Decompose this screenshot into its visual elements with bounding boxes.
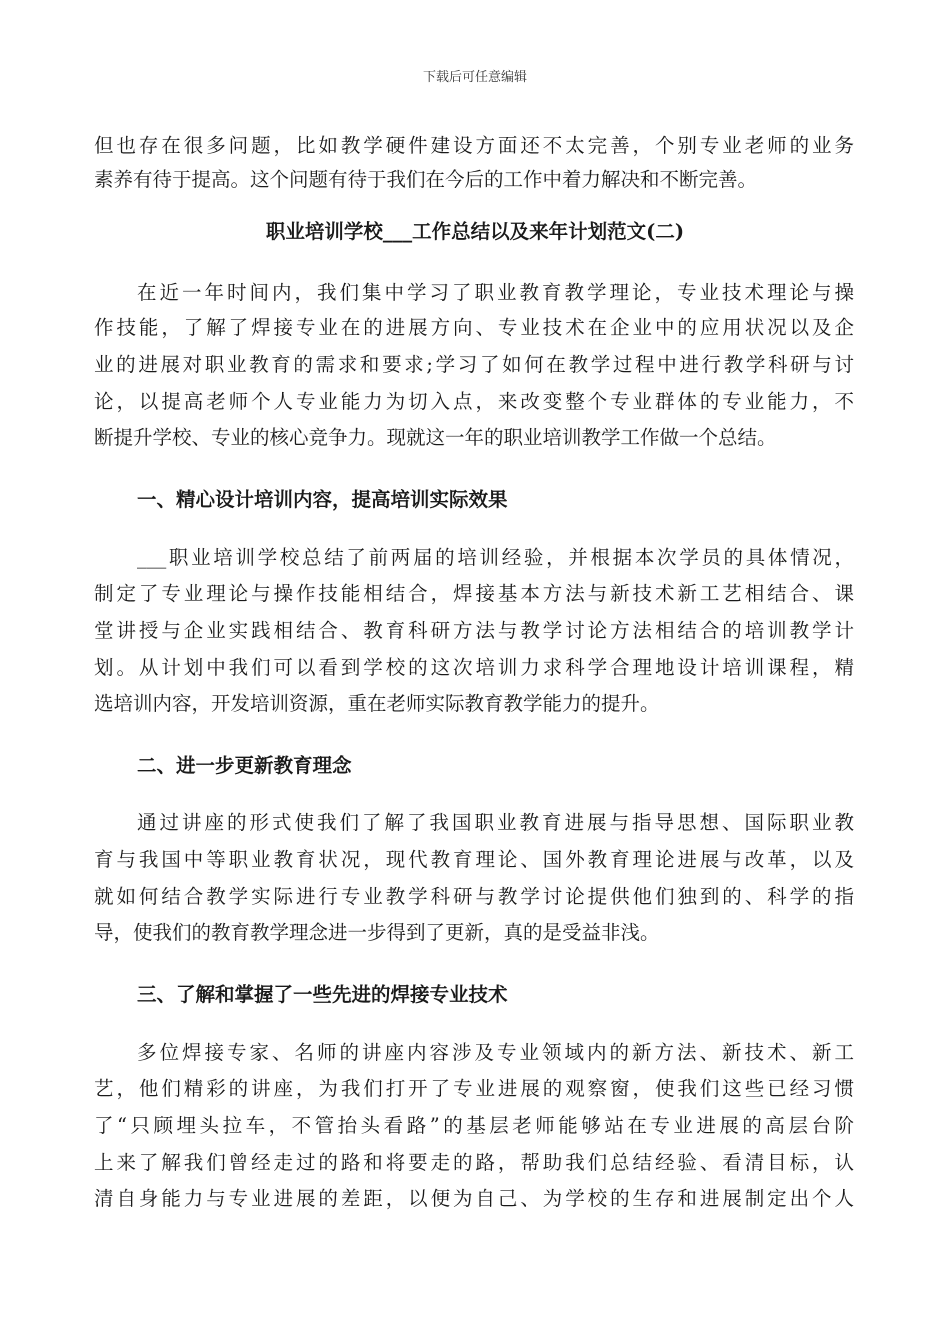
paragraph-line: 论，以提高老师个人专业能力为切入点，来改变整个专业群体的专业能力，不 — [94, 390, 854, 413]
paragraph-line: 导，使我们的教育教学理念进一步得到了更新，真的是受益非浅。 — [94, 921, 660, 944]
paragraph-line: 就如何结合教学实际进行专业教学科研与教学讨论提供他们独到的、科学的指 — [94, 885, 854, 908]
paragraph-line: 通过讲座的形式使我们了解了我国职业教育进展与指导思想、国际职业教 — [137, 811, 854, 834]
paragraph-line: ___职业培训学校总结了前两届的培训经验，并根据本次学员的具体情况， — [137, 546, 854, 569]
paragraph-line: 作技能，了解了焊接专业在的进展方向、专业技术在企业中的应用状况以及企 — [94, 316, 854, 339]
section-heading-1: 一、精心设计培训内容，提高培训实际效果 — [137, 488, 508, 511]
paragraph-line: 但也存在很多问题，比如教学硬件建设方面还不太完善，个别专业老师的业务 — [94, 134, 854, 157]
section-heading-2: 二、进一步更新教育理念 — [137, 754, 352, 777]
paragraph-line: 在近一年时间内，我们集中学习了职业教育教学理论，专业技术理论与操 — [137, 281, 854, 304]
paragraph-line: 制定了专业理论与操作技能相结合，焊接基本方法与新技术新工艺相结合、课 — [94, 582, 854, 605]
paragraph-line: 划。从计划中我们可以看到学校的这次培训力求科学合理地设计培训课程，精 — [94, 656, 854, 679]
paragraph-line: 断提升学校、专业的核心竞争力。现就这一年的职业培训教学工作做一个总结。 — [94, 426, 777, 449]
paragraph-line: 育与我国中等职业教育状况，现代教育理论、国外教育理论进展与改革，以及 — [94, 848, 854, 871]
paragraph-line: 堂讲授与企业实践相结合、教育科研方法与教学讨论方法相结合的培训教学计 — [94, 619, 854, 642]
paragraph-line: 素养有待于提高。这个问题有待于我们在今后的工作中着力解决和不断完善。 — [94, 168, 758, 191]
paragraph-line: 清自身能力与专业进展的差距，以便为自己、为学校的生存和进展制定出个人 — [94, 1187, 854, 1210]
paragraph-line: 艺，他们精彩的讲座，为我们打开了专业进展的观察窗，使我们这些已经习惯 — [94, 1077, 854, 1100]
section-heading-3: 三、了解和掌握了一些先进的焊接专业技术 — [137, 983, 508, 1006]
page-header: 下载后可任意编辑 — [422, 70, 527, 85]
document-title: 职业培训学校___工作总结以及来年计划范文(二) — [265, 220, 685, 243]
paragraph-line: 业的进展对职业教育的需求和要求;学习了如何在教学过程中进行教学科研与讨 — [94, 353, 854, 376]
paragraph-line: 上来了解我们曾经走过的路和将要走的路，帮助我们总结经验、看清目标，认 — [94, 1151, 854, 1174]
paragraph-line: 多位焊接专家、名师的讲座内容涉及专业领域内的新方法、新技术、新工 — [137, 1041, 854, 1064]
paragraph-line: 了“只顾埋头拉车，不管抬头看路”的基层老师能够站在专业进展的高层台阶 — [94, 1114, 854, 1137]
paragraph-line: 选培训内容，开发培训资源，重在老师实际教育教学能力的提升。 — [94, 692, 660, 715]
